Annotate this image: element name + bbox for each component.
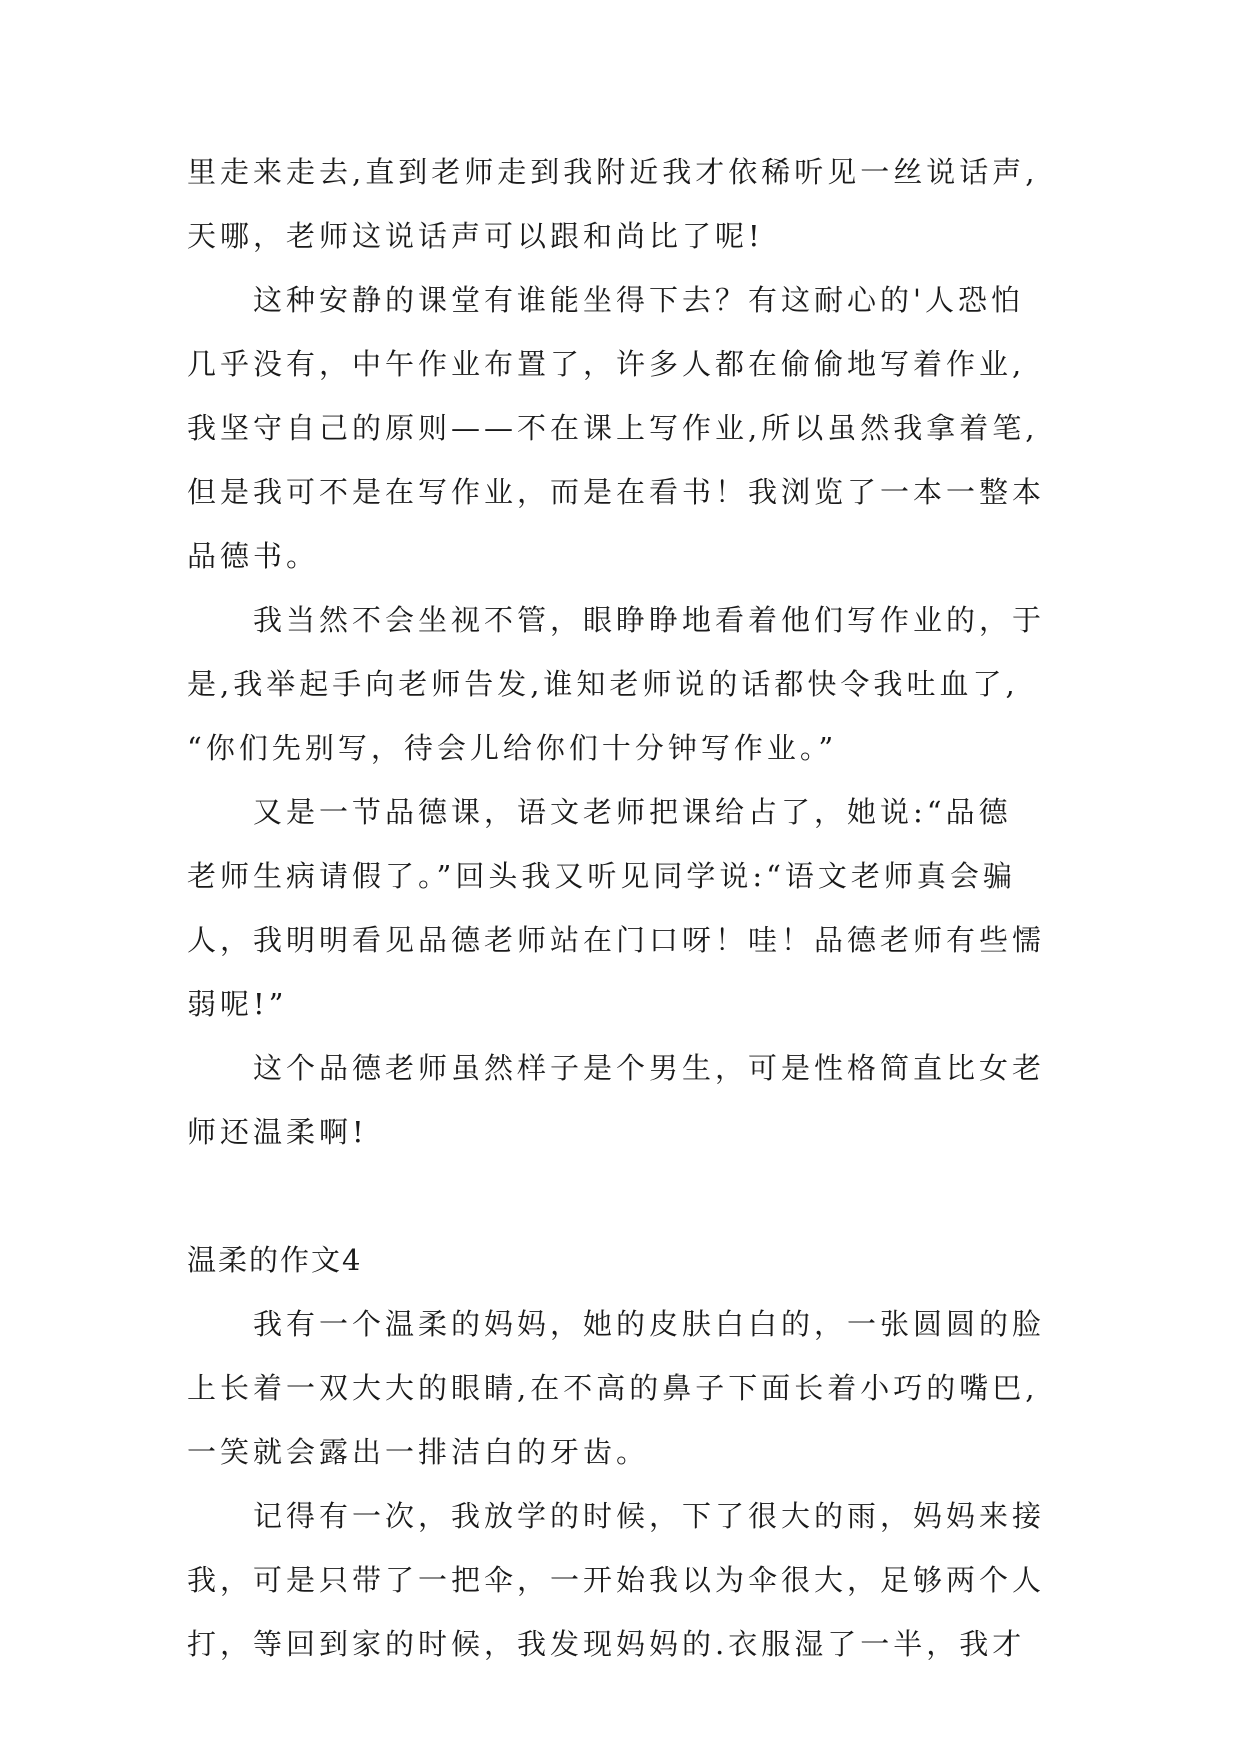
text-line: 师还温柔啊! bbox=[187, 1115, 368, 1149]
paragraph bbox=[187, 268, 1087, 588]
text-line: 我当然不会坐视不管，眼睁睁地看着他们写作业的，于 bbox=[253, 603, 1046, 637]
paragraph bbox=[187, 1484, 1087, 1676]
text-line: 打，等回到家的时候，我发现妈妈的.衣服湿了一半，我才 bbox=[187, 1627, 1026, 1661]
paragraph bbox=[187, 140, 1087, 268]
text-line: 上长着一双大大的眼睛,在不高的鼻子下面长着小巧的嘴巴, bbox=[187, 1371, 1039, 1405]
text-line: 一笑就会露出一排洁白的牙齿。 bbox=[187, 1435, 650, 1469]
text-line: 我坚守自己的原则——不在课上写作业,所以虽然我拿着笔, bbox=[187, 411, 1039, 445]
text-line: “你们先别写，待会儿给你们十分钟写作业。” bbox=[187, 731, 838, 765]
text-line: 但是我可不是在写作业，而是在看书！我浏览了一本一整本 bbox=[187, 475, 1046, 509]
paragraph bbox=[187, 588, 1087, 780]
text-line: 天哪，老师这说话声可以跟和尚比了呢! bbox=[187, 219, 764, 253]
text-line: 人，我明明看见品德老师站在门口呀！哇！品德老师有些懦 bbox=[187, 923, 1046, 957]
text-line: 里走来走去,直到老师走到我附近我才依稀听见一丝说话声, bbox=[187, 155, 1039, 189]
paragraph bbox=[187, 1292, 1087, 1484]
text-line: 我有一个温柔的妈妈，她的皮肤白白的，一张圆圆的脸 bbox=[253, 1307, 1046, 1341]
text-line: 这个品德老师虽然样子是个男生，可是性格简直比女老 bbox=[253, 1051, 1046, 1085]
text-line: 弱呢!” bbox=[187, 987, 288, 1021]
text-line: 是,我举起手向老师告发,谁知老师说的话都快令我吐血了, bbox=[187, 667, 1019, 701]
text-line: 老师生病请假了。”回头我又听见同学说:“语文老师真会骗 bbox=[187, 859, 1016, 893]
paragraph bbox=[187, 780, 1087, 1036]
text-line: 我，可是只带了一把伞，一开始我以为伞很大，足够两个人 bbox=[187, 1563, 1046, 1597]
text-line: 又是一节品德课，语文老师把课给占了，她说:“品德 bbox=[253, 795, 1012, 829]
section-title: 温柔的作文4 bbox=[187, 1243, 363, 1277]
text-line: 记得有一次，我放学的时候，下了很大的雨，妈妈来接 bbox=[253, 1499, 1046, 1533]
document-body bbox=[187, 140, 1087, 1676]
text-line: 品德书。 bbox=[187, 539, 320, 573]
text-line: 几乎没有，中午作业布置了，许多人都在偷偷地写着作业, bbox=[187, 347, 1026, 381]
paragraph bbox=[187, 1036, 1087, 1164]
text-line: 这种安静的课堂有谁能坐得下去？有这耐心的'人恐怕 bbox=[253, 283, 1024, 317]
